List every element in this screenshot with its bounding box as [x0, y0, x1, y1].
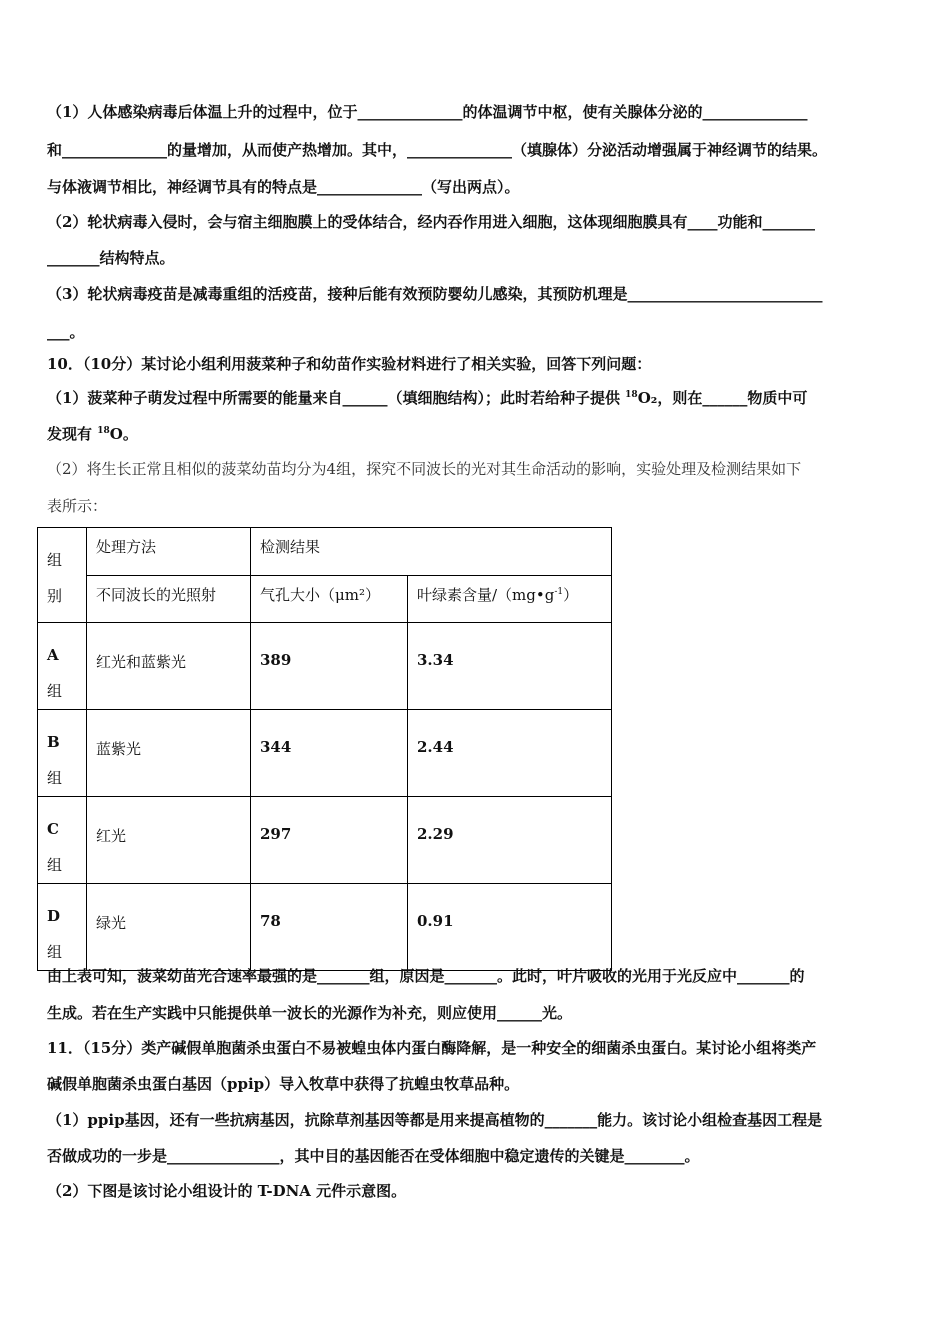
q10-stem: 10．（10分）某讨论小组利用菠菜种子和幼苗作实验材料进行了相关实验，回答下列问题： [47, 355, 652, 373]
table-row [38, 797, 612, 884]
group-cell: D 组 [38, 884, 87, 971]
chlorophyll-cell: 2.29 [408, 797, 612, 884]
method-header: 处理方法 [87, 528, 251, 576]
light-cell: 蓝紫光 [87, 710, 251, 797]
q10-part2-line1: （2）将生长正常且相似的菠菜幼苗均分为4组，探究不同波长的光对其生命活动的影响，实验处理及检测结果如下 [47, 460, 802, 478]
light-cell: 红光 [87, 797, 251, 884]
q9-part3-line2: ___。 [47, 323, 85, 341]
group-cell: C 组 [38, 797, 87, 884]
method-subheader: 不同波长的光照射 [87, 576, 251, 623]
result-header: 检测结果 [251, 528, 612, 576]
light-cell: 绿光 [87, 884, 251, 971]
table-row [38, 710, 612, 797]
stomata-header: 气孔大小（μm²） [251, 576, 408, 623]
q9-part1-line1: （1）人体感染病毒后体温上升的过程中，位于______________的体温调节中枢，使有关腺体分泌的______________ [47, 103, 808, 121]
q11-stem-line2: 碱假单胞菌杀虫蛋白基因（ppip）导入牧草中获得了抗蝗虫牧草品种。 [47, 1075, 520, 1093]
q11-part1-line1: （1）ppip基因，还有一些抗病基因，抗除草剂基因等都是用来提高植物的_______能力。该讨论小组检查基因工程是 [47, 1111, 823, 1129]
stomata-cell: 344 [251, 710, 408, 797]
chlorophyll-header: 叶绿素含量$/(mg•g^{-1})$ [408, 576, 612, 623]
chlorophyll-cell: 3.34 [408, 623, 612, 710]
chlorophyll-cell: 0.91 [408, 884, 612, 971]
light-cell: 红光和蓝紫光 [87, 623, 251, 710]
q10-part2-answer-line2: 生成。若在生产实践中只能提供单一波长的光源作为补充，则应使用______光。 [47, 1004, 573, 1022]
q9-part1-line3: 与体液调节相比，神经调节具有的特点是______________（写出两点）。 [47, 178, 520, 196]
group-cell: A 组 [38, 623, 87, 710]
stomata-cell: 389 [251, 623, 408, 710]
stomata-cell: 297 [251, 797, 408, 884]
stomata-cell: 78 [251, 884, 408, 971]
q10-part1-line1: （1）菠菜种子萌发过程中所需要的能量来自______（填细胞结构）；此时若给种子提供 $^{18}$O₂，则在______物质中可 [47, 389, 808, 407]
table-row [38, 623, 612, 710]
q11-stem-line1: 11．（15分）类产碱假单胞菌杀虫蛋白不易被蝗虫体内蛋白酶降解，是一种安全的细菌杀虫蛋白。某讨论小组将类产 [47, 1039, 817, 1057]
q9-part2-line2: _______结构特点。 [47, 249, 175, 267]
q10-part1-line2: 发现有 $^{18}$O。 [47, 425, 138, 443]
q10-part2-line2: 表所示： [47, 497, 108, 515]
q9-part1-line2: 和______________的量增加，从而使产热增加。其中，______________（填腺体）分泌活动增强属于神经调节的结果。 [47, 141, 828, 159]
group-cell: B 组 [38, 710, 87, 797]
q9-part3-line1: （3）轮状病毒疫苗是减毒重组的活疫苗，接种后能有效预防婴幼儿感染，其预防机理是__________________________ [47, 285, 823, 303]
chlorophyll-cell: 2.44 [408, 710, 612, 797]
q11-part2-line1: （2）下图是该讨论小组设计的 T-DNA 元件示意图。 [47, 1182, 407, 1200]
group-header: 组 别 [38, 528, 87, 623]
q11-part1-line2: 否做成功的一步是_______________，其中目的基因能否在受体细胞中稳定遗传的关键是________。 [47, 1147, 700, 1165]
light-experiment-table [37, 527, 612, 971]
q9-part2-line1: （2）轮状病毒入侵时，会与宿主细胞膜上的受体结合，经内吞作用进入细胞，这体现细胞膜具有____功能和_______ [47, 213, 815, 231]
q10-part2-answer-line1: 由上表可知，菠菜幼苗光合速率最强的是_______组，原因是_______。此时，叶片吸收的光用于光反应中_______的 [47, 967, 805, 985]
table-row [38, 884, 612, 971]
